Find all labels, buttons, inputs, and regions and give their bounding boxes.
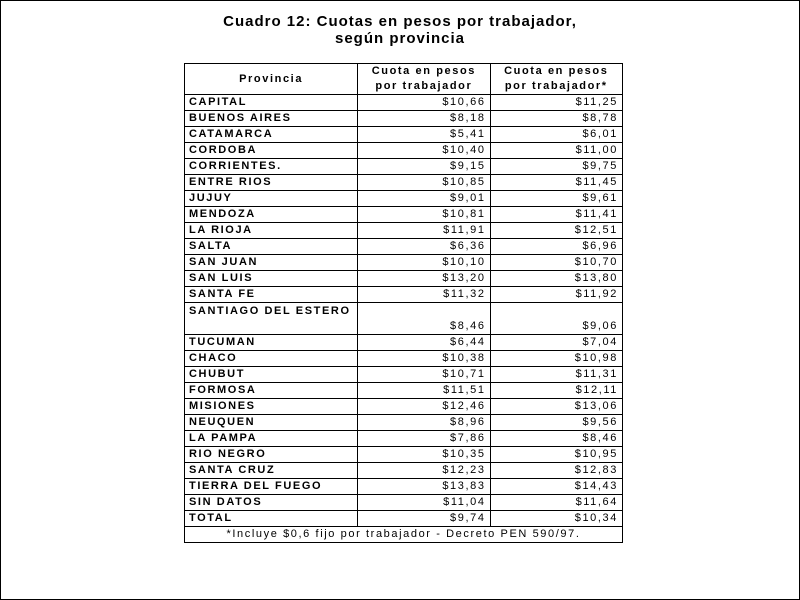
provincia-cell: LA RIOJA xyxy=(185,223,358,239)
provincia-cell: ENTRE RIOS xyxy=(185,175,358,191)
cuota-star-cell: $12,83 xyxy=(490,463,622,479)
header-cuota-star-line-2: por trabajador* xyxy=(504,80,608,92)
cuota-star-cell: $9,61 xyxy=(490,191,622,207)
cuota-cell: $8,18 xyxy=(358,111,490,127)
cuota-star-cell: $8,78 xyxy=(490,111,622,127)
table-row xyxy=(185,175,623,191)
provincia-cell: CHACO xyxy=(185,351,358,367)
table-row xyxy=(185,127,623,143)
provincia-cell: SIN DATOS xyxy=(185,495,358,511)
cuota-star-cell: $10,98 xyxy=(490,351,622,367)
cuota-cell: $11,91 xyxy=(358,223,490,239)
table-row xyxy=(185,431,623,447)
cuota-star-cell: $7,04 xyxy=(490,335,622,351)
header-cuota-line-1: Cuota en pesos xyxy=(371,65,477,77)
provincia-cell: CORDOBA xyxy=(185,143,358,159)
footnote-row xyxy=(185,527,623,543)
provincia-cell: LA PAMPA xyxy=(185,431,358,447)
table-row xyxy=(185,447,623,463)
table-row xyxy=(185,367,623,383)
cuota-cell: $10,66 xyxy=(358,95,490,111)
table-row xyxy=(185,415,623,431)
cuota-star-cell: $6,01 xyxy=(490,127,622,143)
table-row xyxy=(185,159,623,175)
quota-table xyxy=(184,63,623,543)
cuota-cell: $10,81 xyxy=(358,207,490,223)
cuota-star-cell: $11,25 xyxy=(490,95,622,111)
provincia-cell: TOTAL xyxy=(185,511,358,527)
table-row xyxy=(185,255,623,271)
provincia-cell: SAN LUIS xyxy=(185,271,358,287)
cuota-cell: $12,23 xyxy=(358,463,490,479)
cuota-cell: $10,85 xyxy=(358,175,490,191)
cuota-cell: $11,32 xyxy=(358,287,490,303)
header-provincia: Provincia xyxy=(185,64,358,95)
provincia-cell: SANTIAGO DEL ESTERO xyxy=(185,303,358,335)
cuota-star-cell: $9,56 xyxy=(490,415,622,431)
cuota-cell: $10,71 xyxy=(358,367,490,383)
provincia-cell: SALTA xyxy=(185,239,358,255)
cuota-star-cell: $10,95 xyxy=(490,447,622,463)
cuota-cell: $10,40 xyxy=(358,143,490,159)
table-title-line-1: Cuadro 12: Cuotas en pesos por trabajador, xyxy=(223,13,577,30)
provincia-cell: MENDOZA xyxy=(185,207,358,223)
table-row xyxy=(185,95,623,111)
cuota-star-cell: $12,51 xyxy=(490,223,622,239)
table-row xyxy=(185,191,623,207)
cuota-star-cell: $13,80 xyxy=(490,271,622,287)
cuota-star-cell: $14,43 xyxy=(490,479,622,495)
footnote: *Incluye $0,6 fijo por trabajador - Decreto PEN 590/97. xyxy=(185,527,623,543)
table-body xyxy=(185,95,623,527)
cuota-cell: $7,86 xyxy=(358,431,490,447)
cuota-star-cell: $11,45 xyxy=(490,175,622,191)
cuota-star-cell: $6,96 xyxy=(490,239,622,255)
cuota-star-cell: $8,46 xyxy=(490,431,622,447)
cuota-star-cell: $11,41 xyxy=(490,207,622,223)
cuota-cell: $9,74 xyxy=(358,511,490,527)
cuota-cell: $11,51 xyxy=(358,383,490,399)
table-row xyxy=(185,383,623,399)
cuota-cell: $9,15 xyxy=(358,159,490,175)
provincia-cell: JUJUY xyxy=(185,191,358,207)
cuota-cell: $8,46 xyxy=(358,303,490,335)
provincia-cell: SANTA CRUZ xyxy=(185,463,358,479)
cuota-cell: $10,38 xyxy=(358,351,490,367)
header-cuota-star-line-1: Cuota en pesos xyxy=(504,65,609,77)
provincia-cell: CORRIENTES. xyxy=(185,159,358,175)
provincia-cell: CHUBUT xyxy=(185,367,358,383)
cuota-cell: $6,36 xyxy=(358,239,490,255)
header-cuota-star xyxy=(490,64,622,95)
table-row xyxy=(185,399,623,415)
cuota-cell: $6,44 xyxy=(358,335,490,351)
table-row xyxy=(185,495,623,511)
table-row xyxy=(185,511,623,527)
cuota-star-cell: $10,34 xyxy=(490,511,622,527)
cuota-cell: $13,20 xyxy=(358,271,490,287)
table-row xyxy=(185,303,623,335)
provincia-cell: SANTA FE xyxy=(185,287,358,303)
cuota-star-cell: $11,31 xyxy=(490,367,622,383)
provincia-cell: MISIONES xyxy=(185,399,358,415)
cuota-star-cell: $11,92 xyxy=(490,287,622,303)
provincia-cell: TUCUMAN xyxy=(185,335,358,351)
cuota-star-cell: $12,11 xyxy=(490,383,622,399)
header-row xyxy=(185,64,623,95)
provincia-cell: TIERRA DEL FUEGO xyxy=(185,479,358,495)
header-cuota xyxy=(358,64,490,95)
provincia-cell: SAN JUAN xyxy=(185,255,358,271)
cuota-star-cell: $9,06 xyxy=(490,303,622,335)
table-row xyxy=(185,239,623,255)
table-row xyxy=(185,271,623,287)
provincia-cell: BUENOS AIRES xyxy=(185,111,358,127)
table-row xyxy=(185,223,623,239)
table-row xyxy=(185,463,623,479)
provincia-cell: NEUQUEN xyxy=(185,415,358,431)
provincia-cell: CATAMARCA xyxy=(185,127,358,143)
provincia-cell: CAPITAL xyxy=(185,95,358,111)
cuota-cell: $12,46 xyxy=(358,399,490,415)
cuota-star-cell: $9,75 xyxy=(490,159,622,175)
table-row xyxy=(185,287,623,303)
cuota-star-cell: $11,00 xyxy=(490,143,622,159)
table-row xyxy=(185,143,623,159)
table-row xyxy=(185,479,623,495)
cuota-star-cell: $13,06 xyxy=(490,399,622,415)
cuota-star-cell: $10,70 xyxy=(490,255,622,271)
table-row xyxy=(185,351,623,367)
table-row xyxy=(185,111,623,127)
table-row xyxy=(185,335,623,351)
provincia-cell: FORMOSA xyxy=(185,383,358,399)
header-cuota-line-2: por trabajador xyxy=(375,80,473,92)
table-title-line-2: según provincia xyxy=(334,30,466,47)
cuota-cell: $9,01 xyxy=(358,191,490,207)
cuota-cell: $5,41 xyxy=(358,127,490,143)
table-row xyxy=(185,207,623,223)
cuota-cell: $8,96 xyxy=(358,415,490,431)
cuota-cell: $10,35 xyxy=(358,447,490,463)
cuota-cell: $10,10 xyxy=(358,255,490,271)
cuota-cell: $11,04 xyxy=(358,495,490,511)
cuota-star-cell: $11,64 xyxy=(490,495,622,511)
provincia-cell: RIO NEGRO xyxy=(185,447,358,463)
cuota-cell: $13,83 xyxy=(358,479,490,495)
